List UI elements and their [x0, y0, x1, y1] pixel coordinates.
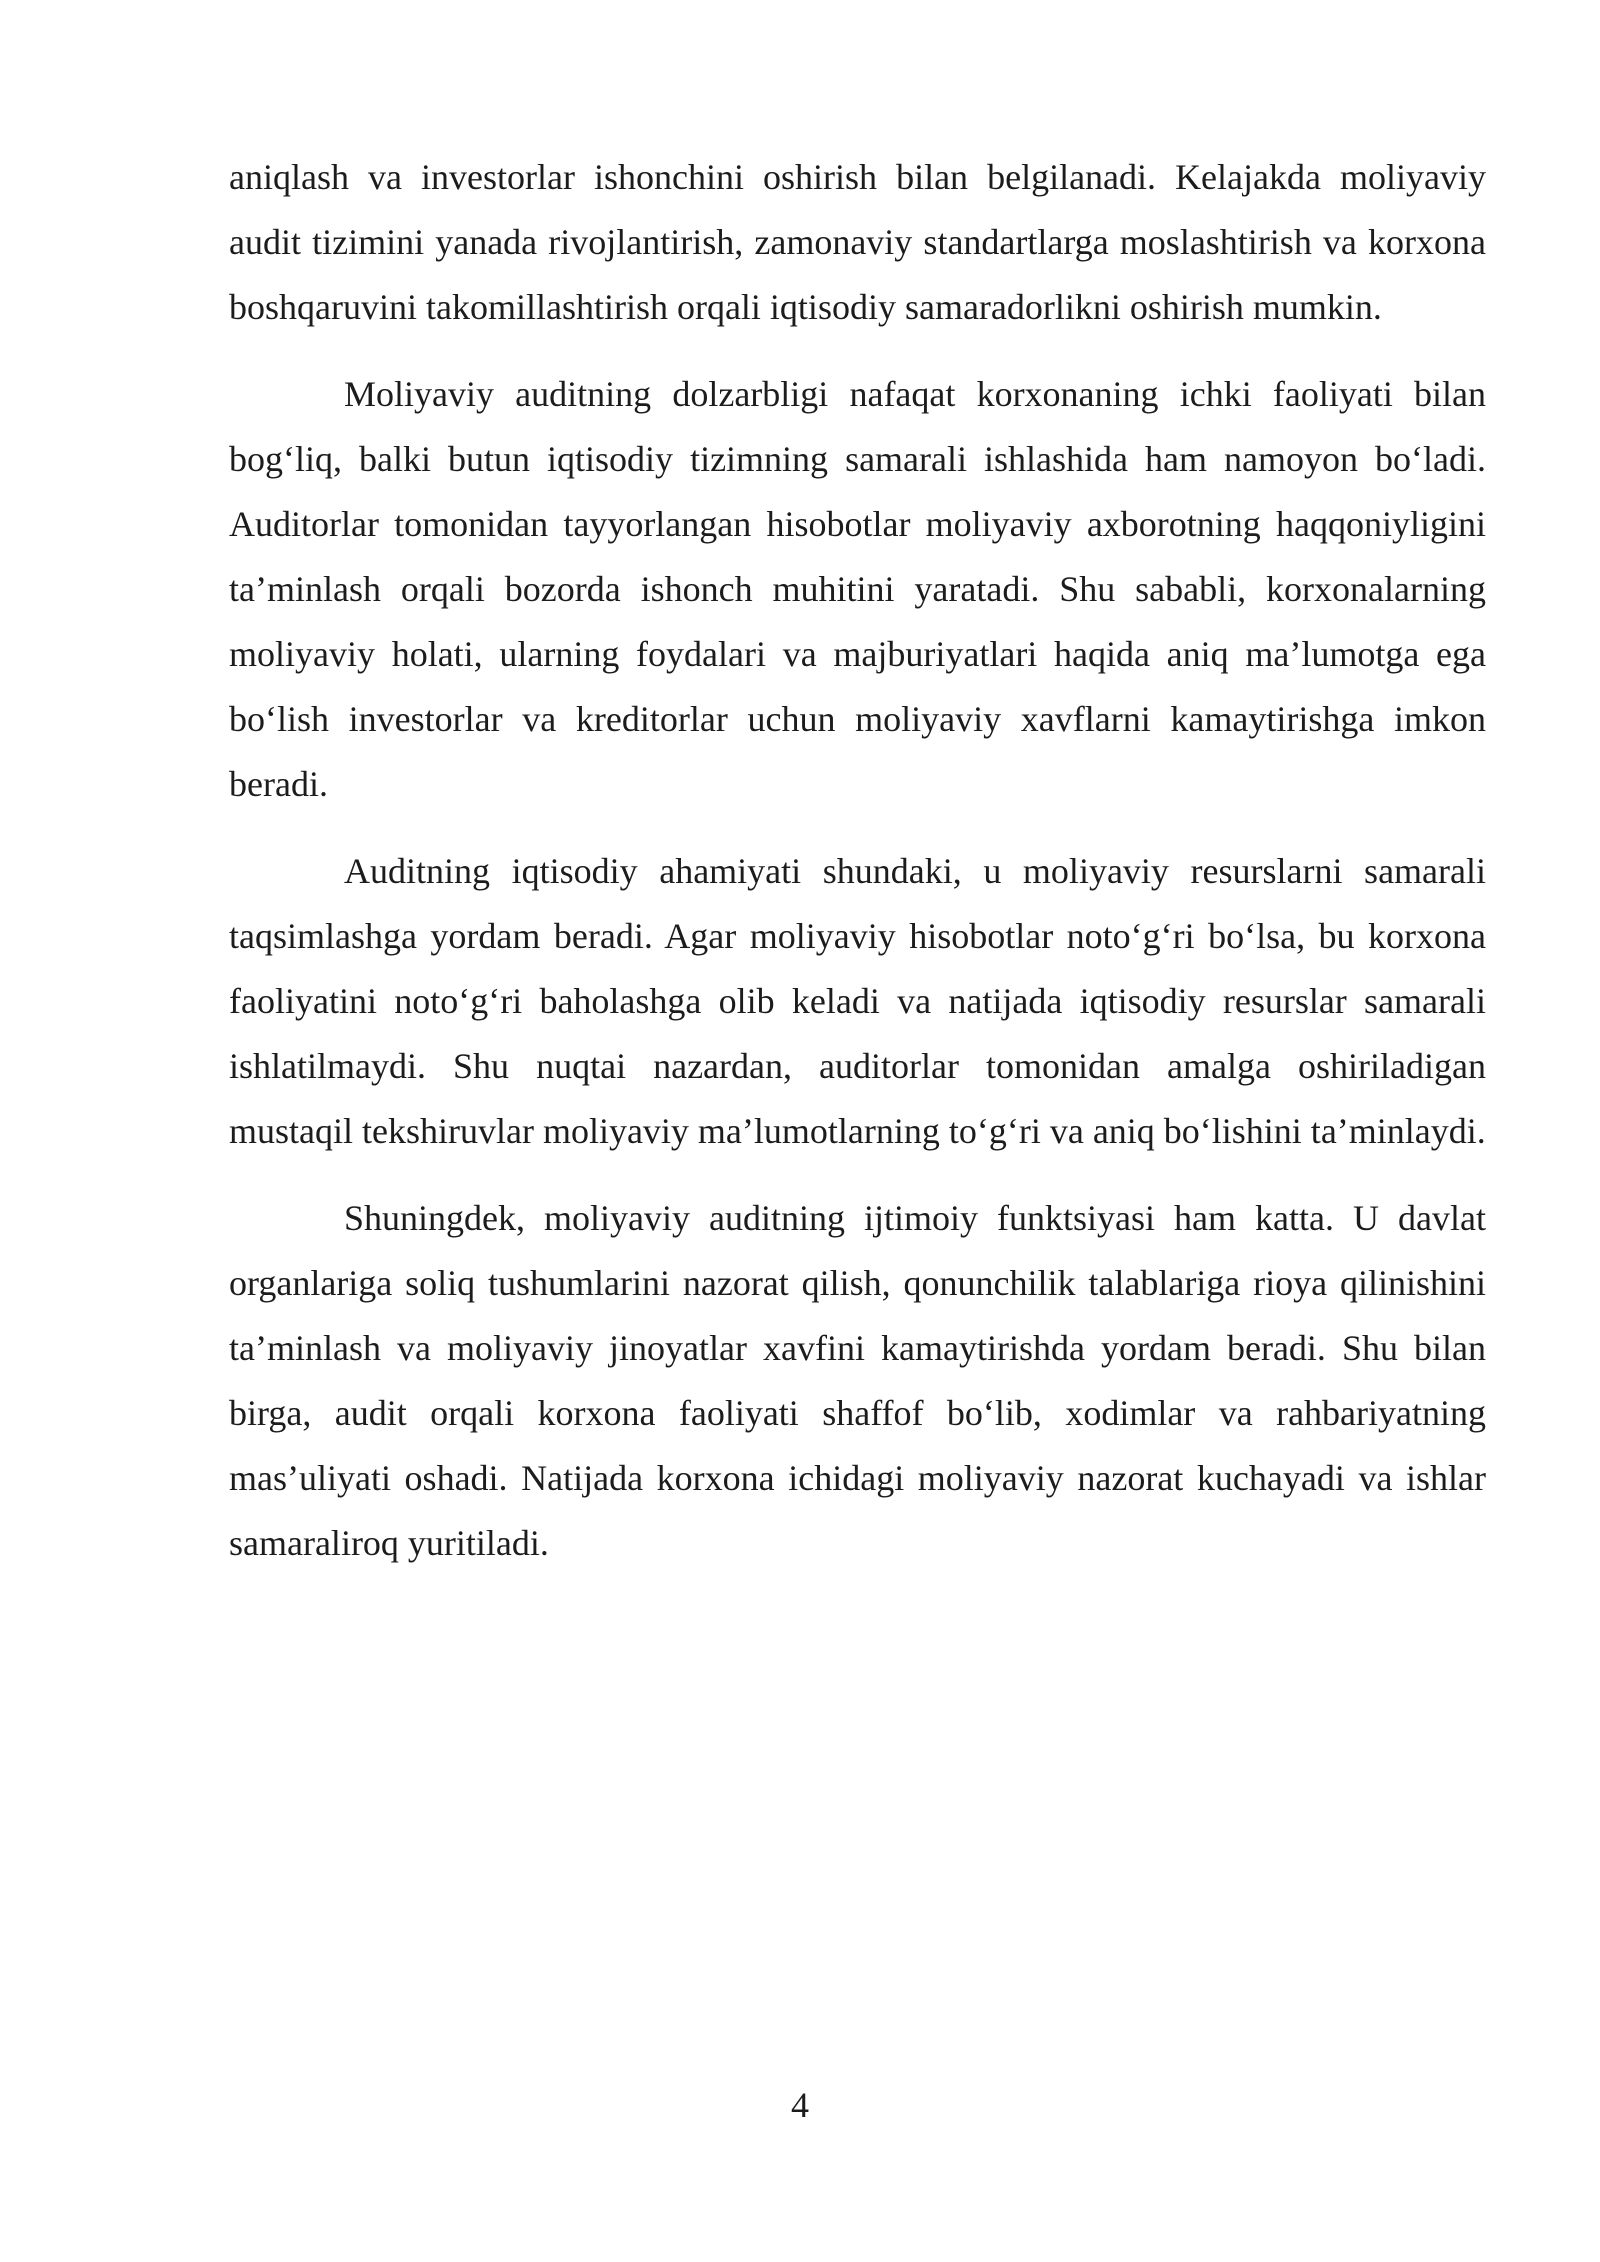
page-number: 4 [791, 2085, 809, 2125]
body-text [229, 145, 1486, 1598]
paragraph-economic-importance: Auditning iqtisodiy ahamiyati shundaki, u moliyaviy resurslarni samarali taqsimlashga yordam beradi. Agar moliyaviy hisobotlar noto‘g‘ri bo‘lsa, bu korxona faoliyatini noto‘g‘ri baholashga olib keladi va natijada iqtisodiy resurslar samarali ishlatilmaydi. Shu nuqtai nazardan, auditorlar tomonidan amalga oshiriladigan mustaqil tekshiruvlar moliyaviy ma’lumotlarning to‘g‘ri va aniq bo‘lishini ta’minlaydi. [229, 851, 1486, 1151]
paragraph-continuation: aniqlash va investorlar ishonchini oshirish bilan belgilanadi. Kelajakda moliyaviy audit tizimini yanada rivojlantirish, zamonaviy standartlarga moslashtirish va korxona boshqaruvini takomillashtirish orqali iqtisodiy samaradorlikni oshirish mumkin. [229, 157, 1486, 327]
paragraph-audit-relevance: Moliyaviy auditning dolzarbligi nafaqat korxonaning ichki faoliyati bilan bog‘liq, balki butun iqtisodiy tizimning samarali ishlashida ham namoyon bo‘ladi. Auditorlar tomonidan tayyorlangan hisobotlar moliyaviy axborotning haqqoniyligini ta’minlash orqali bozorda ishonch muhitini yaratadi. Shu sababli, korxonalarning moliyaviy holati, ularning foydalari va majburiyatlari haqida aniq ma’lumotga ega bo‘lish investorlar va kreditorlar uchun moliyaviy xavflarni kamaytirishga imkon beradi. [229, 374, 1486, 804]
paragraph-social-function: Shuningdek, moliyaviy auditning ijtimoiy funktsiyasi ham katta. U davlat organlariga soliq tushumlarini nazorat qilish, qonunchilik talablariga rioya qilinishini ta’minlash va moliyaviy jinoyatlar xavfini kamaytirishda yordam beradi. Shu bilan birga, audit orqali korxona faoliyati shaffof bo‘lib, xodimlar va rahbariyatning mas’uliyati oshadi. Natijada korxona ichidagi moliyaviy nazorat kuchayadi va ishlar samaraliroq yuritiladi. [229, 1198, 1486, 1563]
